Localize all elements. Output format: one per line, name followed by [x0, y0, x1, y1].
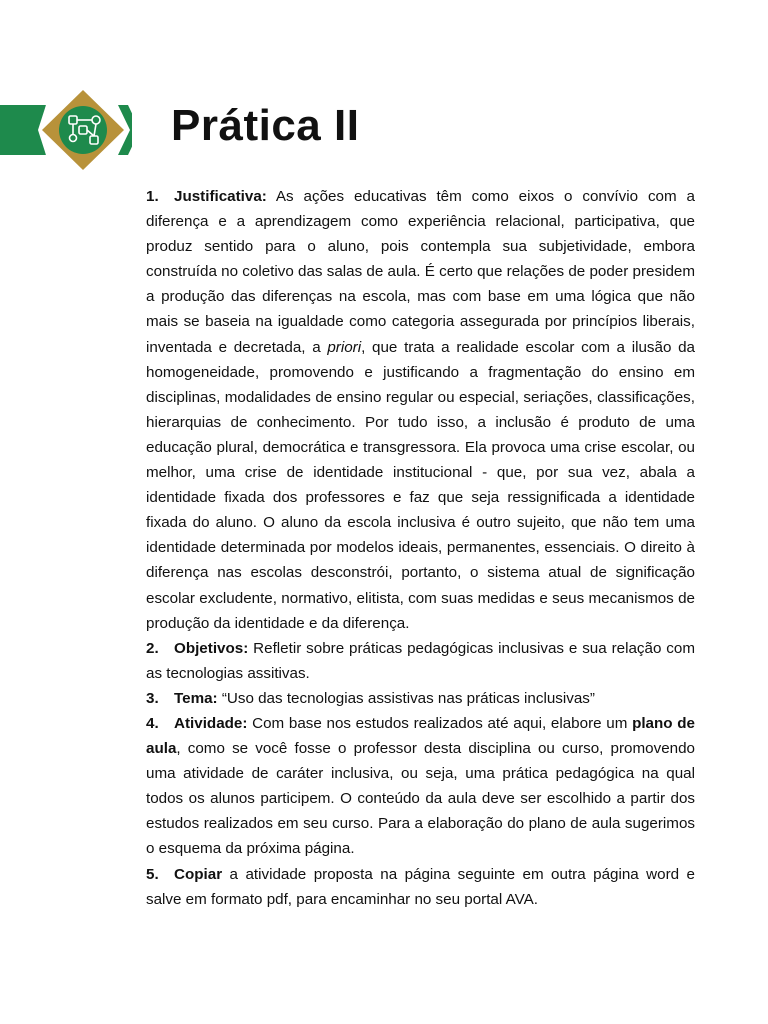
page-header [0, 88, 768, 172]
list-item-justificativa: 1. Justificativa: As ações educativas têm como eixos o convívio com a diferença e a aprendizagem como experiência relacional, participativa, que produz sentido para o aluno, pois contempla sua subjetividade, embora construída no coletivo das salas de aula. É certo que relações de poder presidem a produção das diferenças na escola, mas com base em uma lógica que não mais se baseia na igualdade como categoria assegurada por princípios liberais, inventada e decretada, a priori, que trata a realidade escolar com a ilusão da homogeneidade, promovendo e justificando a fragmentação do ensino em disciplinas, modalidades de ensino regular ou especial, seriações, classificações, hierarquias de conhecimento. Por tudo isso, a inclusão é produto de uma educação plural, democrática e transgressora. Ela provoca uma crise escolar, ou melhor, uma crise de identidade institucional - que, por sua vez, abala a identidade fixada dos professores e faz que seja ressignificada a identidade fixada do aluno. O aluno da escola inclusiva é outro sujeito, que não tem uma identidade determinada por modelos ideais, permanentes, essenciais. O direito à diferença nas escolas desconstrói, portanto, o sistema atual de significação escolar excludente, normativo, elitista, com suas medidas e seus mecanismos de produção da identidade e da diferença. [146, 188, 695, 632]
page-title: Prática II [171, 101, 360, 150]
list-item-copiar: 5. Copiar a atividade proposta na página seguinte em outra página word e salve em formato pdf, para encaminhar no seu portal AVA. [146, 865, 695, 908]
flowchart-icon [0, 88, 132, 172]
list-item-tema: 3. Tema: “Uso das tecnologias assistivas nas práticas inclusivas” [146, 689, 595, 707]
document-body [146, 184, 695, 912]
list-item-atividade: 4. Atividade: Com base nos estudos realizados até aqui, elabore um plano de aula, como se você fosse o professor desta disciplina ou curso, promovendo uma atividade de caráter inclusiva, ou seja, uma prática pedagógica na qual todos os alunos participem. O conteúdo da aula deve ser escolhido a partir dos estudos realizados em seu curso. Para a elaboração do plano de aula sugerimos o esquema da próxima página. [146, 714, 695, 858]
list-item-objetivos: 2. Objetivos: Refletir sobre práticas pedagógicas inclusivas e sua relação com as tecnologias assitivas. [146, 639, 695, 682]
